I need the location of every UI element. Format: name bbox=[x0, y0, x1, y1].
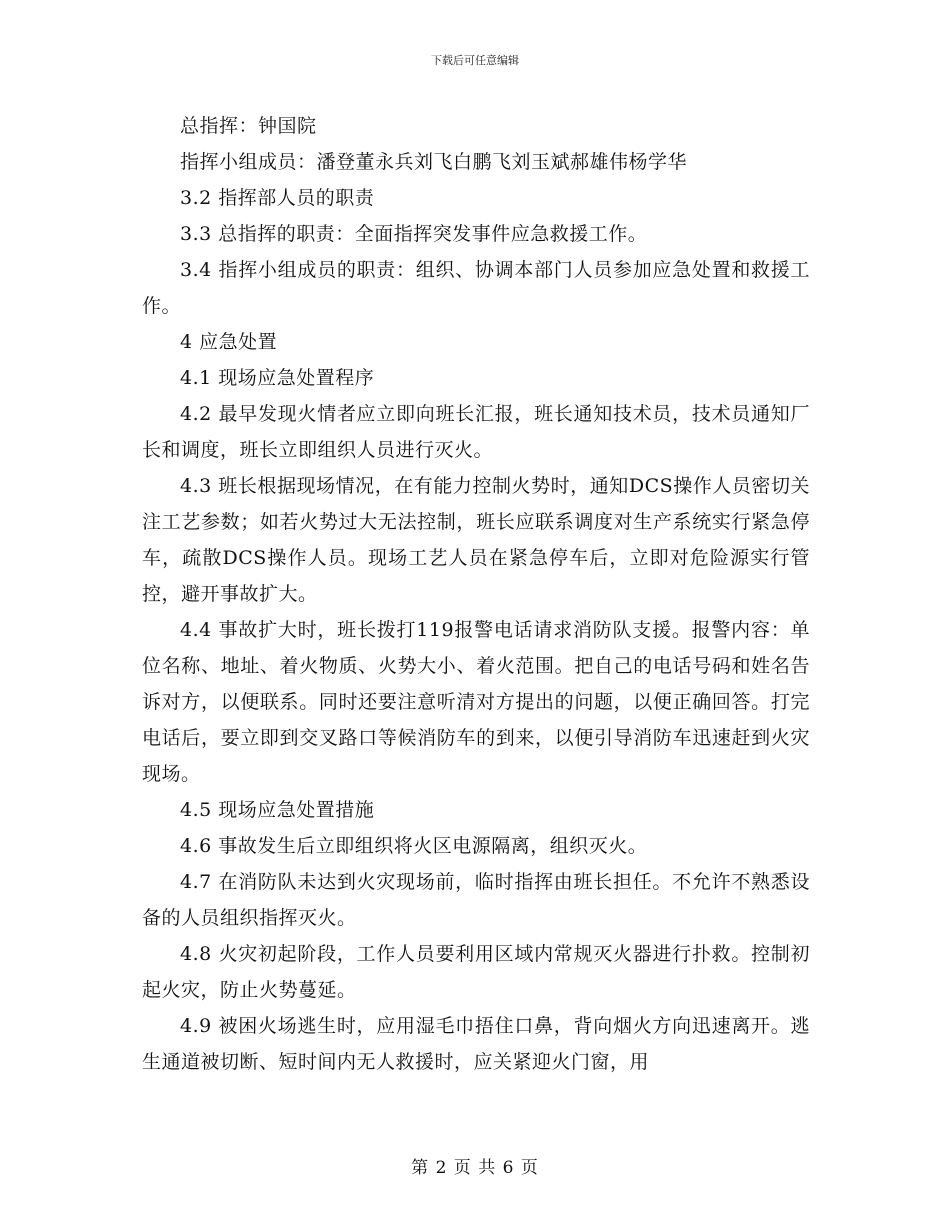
paragraph: 总指挥：钟国院 bbox=[180, 115, 317, 137]
paragraph: 4.1 现场应急处置程序 bbox=[180, 367, 375, 389]
paragraph: 4.3 班长根据现场情况，在有能力控制火势时，通知DCS操作人员密切关注工艺参数；如若火势过大无法控制，班长应联系调度对生产系统实行紧急停车，疏散DCS操作人员。现场工艺人员在紧急停车后，立即对危险源实行管控，避开事故扩大。 bbox=[142, 475, 810, 605]
paragraph: 指挥小组成员：潘登董永兵刘飞白鹏飞刘玉斌郝雄伟杨学华 bbox=[180, 151, 688, 173]
paragraph: 3.3 总指挥的职责：全面指挥突发事件应急救援工作。 bbox=[180, 223, 648, 245]
paragraph: 4.8 火灾初起阶段，工作人员要利用区域内常规灭火器进行扑救。控制初起火灾，防止火势蔓延。 bbox=[142, 943, 810, 1001]
paragraph: 4.9 被困火场逃生时，应用湿毛巾捂住口鼻，背向烟火方向迅速离开。逃生通道被切断、短时间内无人救援时，应关紧迎火门窗，用 bbox=[142, 1015, 810, 1073]
document-body bbox=[142, 108, 810, 1080]
paragraph: 3.4 指挥小组成员的职责：组织、协调本部门人员参加应急处置和救援工作。 bbox=[142, 259, 810, 317]
paragraph: 4.7 在消防队未达到火灾现场前，临时指挥由班长担任。不允许不熟悉设备的人员组织指挥灭火。 bbox=[142, 871, 810, 929]
page-header: 下载后可任意编辑 bbox=[431, 54, 519, 67]
paragraph: 4.6 事故发生后立即组织将火区电源隔离，组织灭火。 bbox=[180, 835, 648, 857]
paragraph: 4.4 事故扩大时，班长拨打119报警电话请求消防队支援。报警内容：单位名称、地址、着火物质、火势大小、着火范围。把自己的电话号码和姓名告诉对方，以便联系。同时还要注意听清对方提出的问题，以便正确回答。打完电话后，要立即到交叉路口等候消防车的到来，以便引导消防车迅速赶到火灾现场。 bbox=[142, 619, 810, 785]
paragraph: 3.2 指挥部人员的职责 bbox=[180, 187, 375, 209]
paragraph: 4 应急处置 bbox=[180, 331, 278, 353]
paragraph: 4.5 现场应急处置措施 bbox=[180, 799, 375, 821]
paragraph: 4.2 最早发现火情者应立即向班长汇报，班长通知技术员，技术员通知厂长和调度，班长立即组织人员进行灭火。 bbox=[142, 403, 810, 461]
page-footer: 第 2 页 共 6 页 bbox=[411, 1158, 539, 1178]
